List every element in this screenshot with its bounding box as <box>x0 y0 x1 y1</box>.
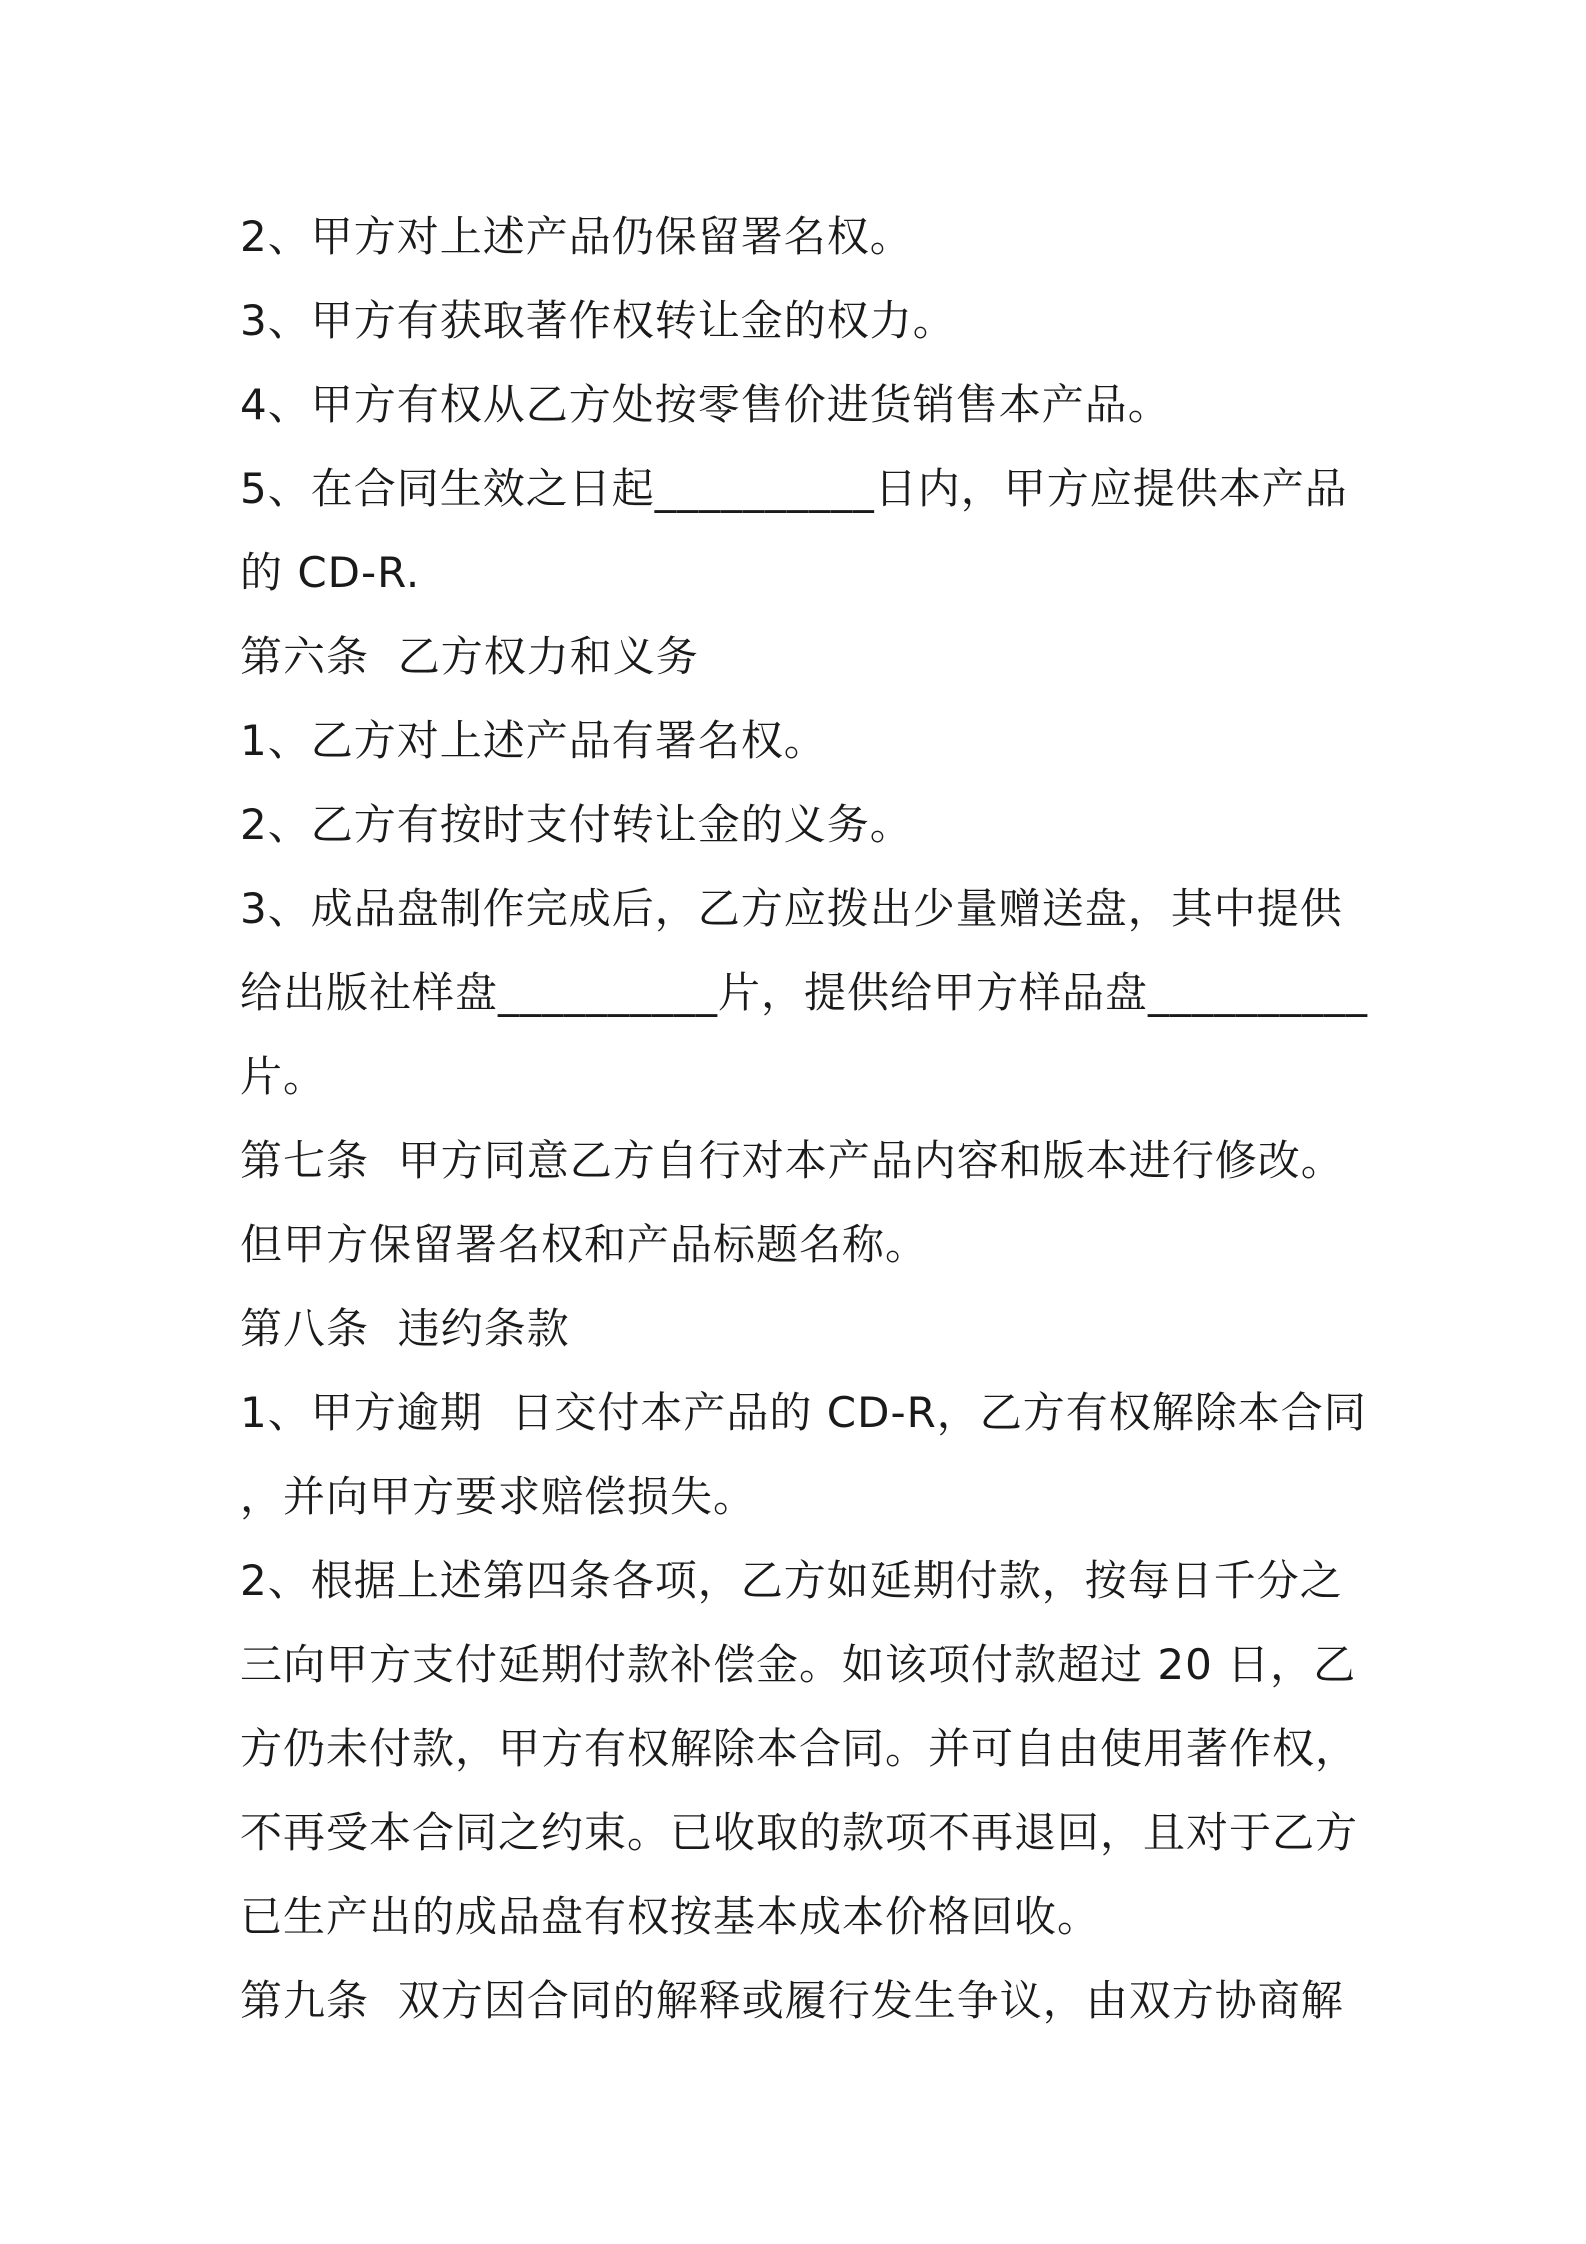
clause-line: 1、乙方对上述产品有署名权。 <box>240 716 827 765</box>
article-heading: 第九条 双方因合同的解释或履行发生争议，由双方协商解 <box>240 1976 1344 2025</box>
document-body <box>240 195 1369 2043</box>
clause-line: 1、甲方逾期 日交付本产品的 CD-R，乙方有权解除本合同 <box>240 1388 1367 1437</box>
clause-line: 2、乙方有按时支付转让金的义务。 <box>240 800 913 849</box>
clause-line: 5、在合同生效之日起__________日内，甲方应提供本产品 <box>240 464 1348 513</box>
clause-line: 4、甲方有权从乙方处按零售价进货销售本产品。 <box>240 380 1171 429</box>
clause-line: 3、成品盘制作完成后，乙方应拨出少量赠送盘，其中提供 <box>240 884 1343 933</box>
clause-line: 2、根据上述第四条各项，乙方如延期付款，按每日千分之 <box>240 1556 1343 1605</box>
clause-line: 但甲方保留署名权和产品标题名称。 <box>240 1220 929 1269</box>
clause-line: 2、甲方对上述产品仍保留署名权。 <box>240 212 913 261</box>
clause-line: 不再受本合同之约束。已收取的款项不再退回，且对于乙方 <box>240 1808 1359 1857</box>
clause-line: 方仍未付款，甲方有权解除本合同。并可自由使用著作权， <box>240 1724 1359 1773</box>
clause-line: 片。 <box>240 1052 327 1101</box>
clause-line: 三向甲方支付延期付款补偿金。如该项付款超过 20 日，乙 <box>240 1640 1357 1689</box>
article-heading: 第八条 违约条款 <box>240 1304 570 1353</box>
article-heading: 第六条 乙方权力和义务 <box>240 632 699 681</box>
clause-line: 3、甲方有获取著作权转让金的权力。 <box>240 296 956 345</box>
clause-line: 已生产出的成品盘有权按基本成本价格回收。 <box>240 1892 1101 1941</box>
clause-line: ，并向甲方要求赔偿损失。 <box>240 1472 757 1521</box>
article-heading: 第七条 甲方同意乙方自行对本产品内容和版本进行修改。 <box>240 1136 1344 1185</box>
clause-line: 的 CD-R. <box>240 548 421 597</box>
clause-line: 给出版社样盘__________片，提供给甲方样品盘__________ <box>240 968 1369 1017</box>
